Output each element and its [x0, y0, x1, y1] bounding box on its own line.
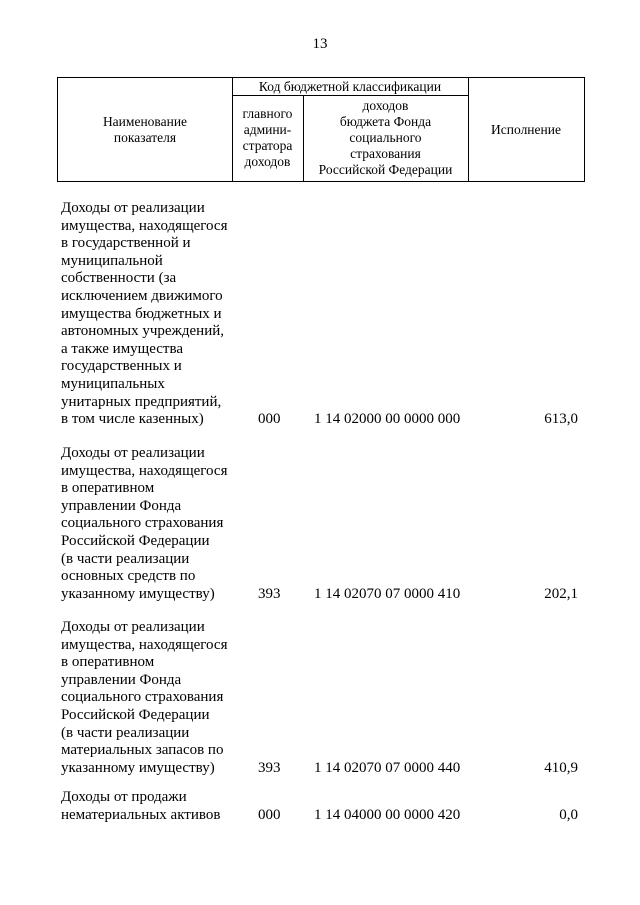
row-budget-code: 1 14 04000 00 0000 420 [314, 807, 461, 823]
row-name: Доходы от реализации имущества, находящегося в оперативном управлении Фонда социального страхования Российской Федерации (в части реализации материальных запасов по указанному имуществу) [61, 619, 228, 776]
row-budget-code: 1 14 02000 00 0000 000 [314, 411, 461, 427]
row-execution-value: 202,1 [544, 586, 578, 602]
row-admin-code: 000 [258, 807, 281, 823]
row-admin-code: 393 [258, 586, 281, 602]
row-admin-code: 000 [258, 411, 281, 427]
row-execution-value: 613,0 [544, 411, 578, 427]
header-income-column: доходов бюджета Фонда социального страхования Российской Федерации [318, 98, 453, 177]
row-budget-code: 1 14 02070 07 0000 410 [314, 586, 461, 602]
header-admin-column: главного админи- стратора доходов [242, 106, 293, 169]
header-execution-column: Исполнение [491, 121, 561, 137]
row-name: Доходы от реализации имущества, находящегося в государственной и муниципальной собственности (за исключением движимого имущества бюджетных и автономных учреждений, а также имущества государственных и муниципальных унитарных предприятий, в том числе казенных) [61, 200, 228, 428]
row-name: Доходы от продажи нематериальных активов [61, 789, 221, 823]
row-name: Доходы от реализации имущества, находящегося в оперативном управлении Фонда социального страхования Российской Федерации (в части реализации основных средств по указанному имуществу) [61, 445, 228, 602]
row-admin-code: 393 [258, 760, 281, 776]
page-number: 13 [312, 36, 328, 52]
header-budget-code-group: Код бюджетной классификации [258, 78, 442, 94]
row-execution-value: 0,0 [559, 807, 578, 823]
row-execution-value: 410,9 [544, 760, 578, 776]
header-name-column: Наименование показателя [102, 113, 188, 145]
row-budget-code: 1 14 02070 07 0000 440 [314, 760, 461, 776]
table-header [57, 77, 585, 182]
